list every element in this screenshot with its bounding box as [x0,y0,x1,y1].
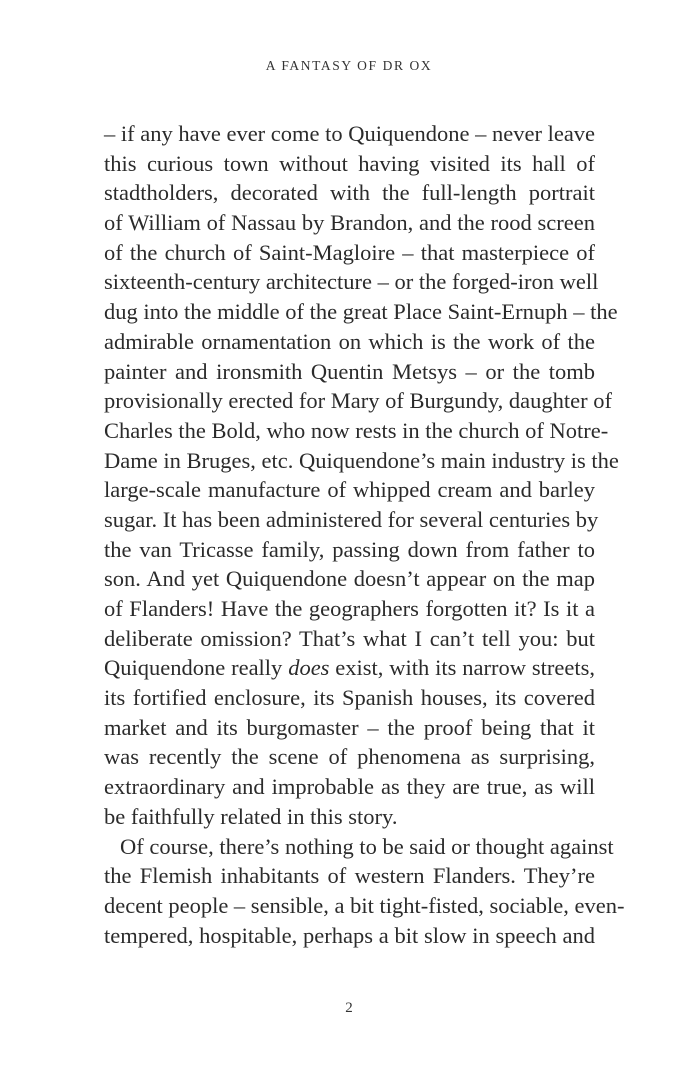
text-line: this curious town without having visited its hall of [104,150,595,176]
text-line: market and its burgomaster – the proof being that it [104,714,595,740]
text-line: decent people – sensible, a bit tight-fisted, sociable, even- [104,892,625,918]
text-segment: exist, with its narrow streets, [329,655,595,681]
text-line: Of course, there’s nothing to be said or thought against [120,833,614,859]
text-segment: Quiquendone really [104,655,289,681]
running-head: A FANTASY OF DR OX [265,58,433,73]
text-line: of William of Nassau by Brandon, and the rood screen [104,210,595,236]
paragraph-2 [104,832,625,951]
text-line: admirable ornamentation on which is the work of the [104,328,595,354]
text-line: extraordinary and improbable as they are true, as will [104,774,595,800]
page-number: 2 [345,1000,353,1016]
italic-emphasis: does [288,655,330,681]
text-line: provisionally erected for Mary of Burgundy, daughter of [104,388,612,414]
text-line: – if any have ever come to Quiquendone – never leave [104,121,596,146]
text-line-with-italic [104,653,595,683]
text-line: tempered, hospitable, perhaps a bit slow in speech and [104,922,595,948]
text-line: was recently the scene of phenomena as surprising, [104,744,595,770]
text-line: sugar. It has been administered for several centuries by [104,506,599,532]
text-line: Dame in Bruges, etc. Quiquendone’s main industry is the [104,447,619,473]
text-line: large-scale manufacture of whipped cream and barley [104,477,595,503]
text-line: son. And yet Quiquendone doesn’t appear on the map [104,566,595,592]
text-line: stadtholders, decorated with the full-length portrait [104,180,595,206]
text-line: the van Tricasse family, passing down from father to [104,536,595,562]
text-line: Charles the Bold, who now rests in the church of Notre- [104,417,609,443]
paragraph-1 [104,119,619,832]
text-line: dug into the middle of the great Place Saint-Ernuph – the [104,299,618,325]
text-line: its fortified enclosure, its Spanish houses, its covered [104,685,595,711]
text-line: painter and ironsmith Quentin Metsys – or the tomb [104,358,595,384]
text-line: sixteenth-century architecture – or the forged-iron well [104,269,599,295]
text-line: of the church of Saint-Magloire – that masterpiece of [104,239,595,265]
text-line: deliberate omission? That’s what I can’t tell you: but [104,625,595,651]
body-text [104,119,625,950]
text-line: be faithfully related in this story. [104,803,398,829]
text-line: of Flanders! Have the geographers forgotten it? Is it a [104,596,595,621]
text-line: the Flemish inhabitants of western Flanders. They’re [104,863,595,889]
